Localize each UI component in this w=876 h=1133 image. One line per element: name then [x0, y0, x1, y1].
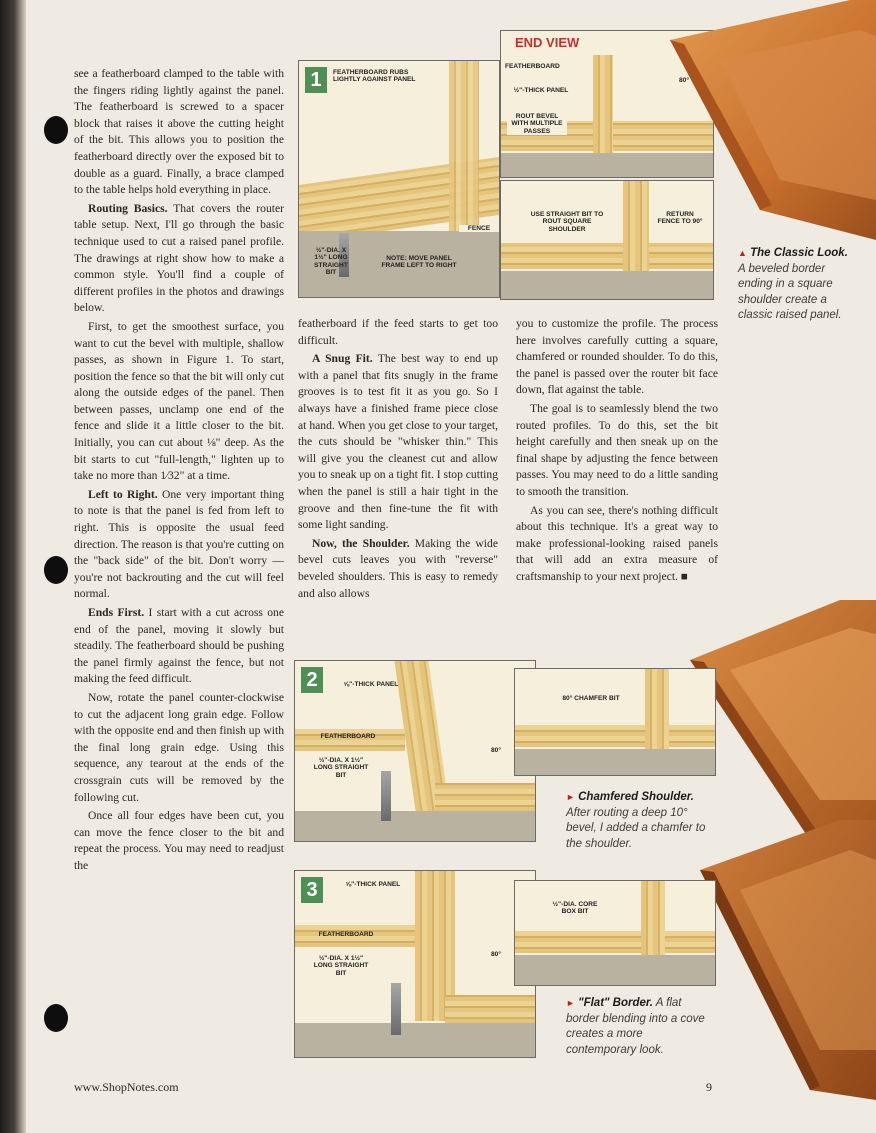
- label-core-box-bit: ½"-DIA. CORE BOX BIT: [552, 901, 598, 916]
- panel-drawing: [515, 725, 715, 747]
- paragraph: Once all four edges have been cut, you can move the fence closer to the bit and repeat the process. You may need to readjust the: [74, 809, 284, 872]
- paragraph: The goal is to seamlessly blend the two routed profiles. To do this, set the bit height carefully and then sneak up on the final shape by adjusting the fence between passes. You may need to do a little sanding to smooth the transition.: [516, 401, 718, 498]
- runin-heading: Left to Right.: [88, 487, 158, 501]
- paragraph: First, to get the smoothest surface, you want to cut the bevel with multiple, shallow passes, as shown in Figure 1. To start, position the fence so that the bit will only cut along the outside edges of the panel. Then between passes, unclamp one end of the fence and slide it a little closer to the bit. Initially, you can cut about ⅛" deep. As the bit starts to cut "full-length," lighten up to take no more than 1⁄32" at a time.: [74, 319, 284, 483]
- featherboard-drawing: [593, 55, 613, 155]
- label-fence: FENCE: [459, 225, 499, 232]
- label-panel: ⅝"-THICK PANEL: [343, 681, 399, 688]
- label-angle: 80°: [491, 951, 501, 958]
- label-chamfer-bit: 80° CHAMFER BIT: [562, 695, 620, 702]
- router-bit: [381, 771, 391, 821]
- runin-heading: Ends First.: [88, 606, 145, 619]
- caption-chamfered-shoulder: ► Chamfered Shoulder. After routing a deep 10° bevel, I added a chamfer to the shoulder.: [566, 791, 706, 850]
- label-angle: 80°: [491, 747, 501, 754]
- label-straight-bit: USE STRAIGHT BIT TO ROUT SQUARE SHOULDER: [527, 211, 607, 233]
- figure-number: 2: [301, 667, 323, 693]
- label-featherboard: FEATHERBOARD: [505, 63, 560, 70]
- router-table: [295, 1023, 535, 1057]
- router-bit: [391, 983, 401, 1035]
- figure-number: 1: [305, 67, 327, 93]
- label-featherboard: FEATHERBOARD: [318, 931, 374, 938]
- router-table: [515, 955, 715, 985]
- photo-chamfered-panel: [690, 600, 876, 850]
- triangle-icon: ►: [566, 998, 575, 1008]
- footer-url: www.ShopNotes.com: [74, 1080, 179, 1094]
- binder-hole: [44, 556, 68, 584]
- fence-drawing: [623, 181, 649, 271]
- figure-2-detail: [514, 668, 716, 776]
- fence-drawing: [641, 881, 665, 955]
- end-view-title: END VIEW: [515, 35, 580, 50]
- paragraph: Left to Right. One very important thing to note is that the panel is fed from left to right. This is opposite the usual feed direction. The reason is that you're cutting on the "back side" of the bit. Don't worry — you're not backrouting and the cut will feel normal.: [74, 487, 284, 601]
- paragraph: featherboard if the feed starts to get too difficult.: [298, 317, 498, 347]
- fence-drawing: [435, 783, 535, 811]
- paragraph: A Snug Fit. The best way to end up with a panel that fits snugly in the frame grooves is to test fit it as you go. So I always have a finished frame piece close at hand. When you get close to your target, the cuts should be "whisker thin." This will give you the cleanest cut and allow you to sneak up on a tight fit. I stop cutting when the panel is still a hair tight in the groove and then fine-tune the fit with some light sanding.: [298, 352, 499, 532]
- caption-classic-look: ▲ The Classic Look. A beveled border ending in a square shoulder create a classic raised panel.: [738, 247, 848, 321]
- paragraph: Now, the Shoulder. Making the wide bevel cuts leaves you with "reverse" beveled shoulders. This is easy to remedy and also allows: [298, 536, 498, 600]
- figure-3-detail: [514, 880, 716, 986]
- triangle-icon: ►: [566, 792, 575, 802]
- label-panel: ½"-THICK PANEL: [513, 87, 569, 94]
- label-rout-bevel: ROUT BEVEL WITH MULTIPLE PASSES: [507, 113, 567, 135]
- label-bit: ½"-DIA. X 1½" LONG STRAIGHT BIT: [311, 757, 371, 779]
- figure-3: [294, 870, 536, 1058]
- label-angle: 80°: [679, 77, 689, 84]
- fence-drawing: [445, 995, 535, 1023]
- runin-heading: Routing Basics.: [88, 201, 168, 215]
- paragraph: you to customize the profile. The process here involves carefully cutting a square, chamfered or rounded shoulder. To do this, the panel is passed over the router bit face down, flat against the table.: [516, 317, 718, 397]
- router-table: [515, 749, 715, 775]
- photo-flat-border-panel: [700, 820, 876, 1100]
- photo-classic-panel: [660, 0, 876, 250]
- caption-flat-border: ► "Flat" Border. A flat border blending into a cove creates a more contemporary look.: [566, 997, 705, 1056]
- paragraph: Now, rotate the panel counter-clockwise to cut the adjacent long grain edge. Follow with the opposite end and then finish up with the final long grain edge. Using this sequence, any tearout at the ends of the crossgrain cuts will be removed by the following cut.: [74, 690, 284, 804]
- label-featherboard: FEATHERBOARD RUBS LIGHTLY AGAINST PANEL: [333, 69, 416, 84]
- paragraph: see a featherboard clamped to the table with the fingers riding lightly against the panel. The featherboard is screwed to a spacer block that raises it above the cutting height of the bit. This allows you to position the featherboard directly over the exposed bit to double as a guard. Finally, a brace clamped to the table helps hold everything in place.: [74, 67, 284, 197]
- label-featherboard: FEATHERBOARD: [320, 733, 376, 740]
- paragraph: Ends First. I start with a cut across one end of the panel, moving it slowly but steadily. The featherboard should be pushing the panel firmly against the fence, but not making the feed difficult.: [74, 606, 284, 686]
- runin-heading: A Snug Fit.: [312, 352, 373, 366]
- paragraph: Routing Basics. That covers the router table setup. Next, I'll go through the basic technique used to cut a raised panel profile. The drawings at right show how to make a common style. You'll find a couple of different profiles in the photos and drawings below.: [74, 201, 284, 315]
- fence-drawing: [645, 669, 669, 749]
- page-number: 9: [706, 1080, 712, 1094]
- binder-hole: [44, 1004, 68, 1032]
- end-mark-icon: ■: [680, 569, 688, 583]
- label-note: NOTE: MOVE PANEL FRAME LEFT TO RIGHT: [381, 255, 457, 270]
- figure-number: 3: [301, 877, 323, 903]
- article-column-1: [74, 66, 284, 877]
- figure-1: [298, 60, 500, 298]
- runin-heading: Now, the Shoulder.: [312, 536, 410, 550]
- label-bit: ½"-DIA. X 1½" LONG STRAIGHT BIT: [311, 955, 371, 977]
- router-table: [501, 271, 713, 299]
- binder-hole: [44, 116, 68, 144]
- label-return-fence: RETURN FENCE TO 90°: [655, 211, 705, 226]
- label-panel: ⅝"-THICK PANEL: [345, 881, 401, 888]
- paragraph: As you can see, there's nothing difficult about this technique. It's a great way to make professional-looking raised panels that will add an extra measure of craftsmanship to your next project. ■: [516, 503, 718, 583]
- page-binding-shadow: [0, 0, 26, 1133]
- article-column-3: [516, 316, 718, 588]
- panel-drawing: [515, 931, 715, 953]
- article-column-2: [298, 316, 498, 604]
- figure-2: [294, 660, 536, 842]
- triangle-icon: ▲: [738, 248, 747, 258]
- router-table: [295, 811, 535, 841]
- label-bit: ½"-DIA. X 1½" LONG STRAIGHT BIT: [314, 247, 348, 277]
